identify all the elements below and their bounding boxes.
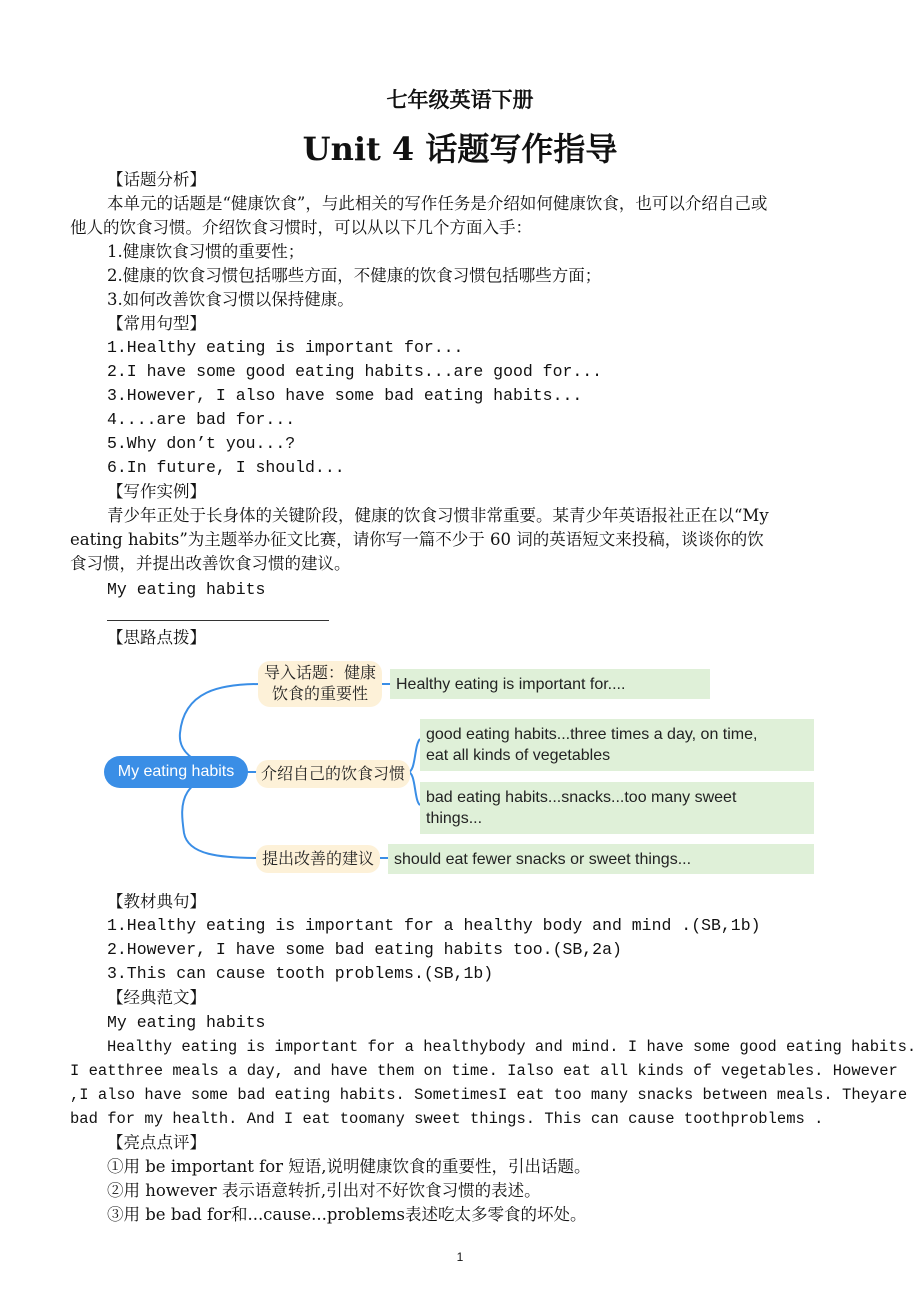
mind-map-leaf-importance: Healthy eating is important for....	[390, 669, 710, 699]
page-title: Unit 4 话题写作指导	[302, 130, 618, 168]
section-heading-textbook: 【教材典句】	[107, 892, 206, 911]
mind-map-leaf-advice: should eat fewer snacks or sweet things...	[388, 844, 814, 874]
section-heading-patterns: 【常用句型】	[107, 314, 206, 333]
model-essay-line1: Healthy eating is important for a healthybody and mind. I have some good eating habits.	[107, 1038, 917, 1056]
mind-map	[100, 655, 820, 880]
pattern-item: 4....are bad for...	[107, 410, 296, 429]
section-heading-model: 【经典范文】	[107, 988, 206, 1007]
mind-map-leaf-bad-habits	[420, 782, 814, 834]
pattern-item: 5.Why don’t you...?	[107, 434, 296, 453]
writing-underline	[107, 620, 329, 621]
model-essay-line3: ,I also have some bad eating habits. SometimesI eat too many snacks between meals. Theyare	[70, 1086, 908, 1104]
section-heading-analysis: 【话题分析】	[107, 170, 206, 189]
textbook-sentence: 2.However, I have some bad eating habits too.(SB,2a)	[107, 940, 622, 959]
textbook-sentence: 1.Healthy eating is important for a healthy body and mind .(SB,1b)	[107, 916, 761, 935]
comment-item: ②用 however 表示语意转折,引出对不好饮食习惯的表述。	[107, 1181, 541, 1200]
model-essay-line2: I eatthree meals a day, and have them on time. Ialso eat all kinds of vegetables. However	[70, 1062, 898, 1080]
good-habits-line1: good eating habits...three times a day, on time,	[426, 726, 758, 743]
pattern-item: 1.Healthy eating is important for...	[107, 338, 464, 357]
analysis-item: 2.健康的饮食习惯包括哪些方面，不健康的饮食习惯包括哪些方面；	[107, 266, 602, 285]
section-heading-example: 【写作实例】	[107, 482, 206, 501]
branch-intro-line1: 导入话题：健康	[263, 665, 376, 682]
model-essay-title: My eating habits	[107, 1013, 266, 1032]
model-essay-line4: bad for my health. And I eat toomany sweet things. This can cause toothproblems .	[70, 1110, 824, 1128]
analysis-item: 1.健康饮食习惯的重要性；	[107, 242, 305, 261]
pattern-item: 2.I have some good eating habits...are good for...	[107, 362, 603, 381]
page-number: 1	[456, 1250, 464, 1264]
bad-habits-line2: things...	[426, 810, 483, 827]
example-essay-title: My eating habits	[107, 580, 266, 599]
bad-habits-line1: bad eating habits...snacks...too many sweet	[426, 789, 737, 806]
section-heading-mindmap: 【思路点拨】	[107, 628, 206, 647]
pattern-item: 6.In future, I should...	[107, 458, 345, 477]
analysis-item: 3.如何改善饮食习惯以保持健康。	[107, 290, 354, 309]
grade-subtitle: 七年级英语下册	[386, 87, 534, 112]
mind-map-branch-habits: 介绍自己的饮食习惯	[256, 760, 410, 788]
pattern-item: 3.However, I also have some bad eating habits...	[107, 386, 583, 405]
textbook-sentence: 3.This can cause tooth problems.(SB,1b)	[107, 964, 494, 983]
example-task-line1: 青少年正处于长身体的关键阶段，健康的饮食习惯非常重要。某青少年英语报社正在以“My	[107, 506, 769, 525]
analysis-paragraph-line2: 他人的饮食习惯。介绍饮食习惯时，可以从以下几个方面入手：	[70, 218, 532, 237]
mind-map-leaf-good-habits	[420, 719, 814, 771]
good-habits-line2: eat all kinds of vegetables	[426, 747, 611, 764]
mind-map-branch-intro	[258, 661, 382, 707]
branch-intro-line2: 饮食的重要性	[271, 686, 368, 703]
comment-item: ③用 be bad for和...cause...problems表述吃太多零食的坏处。	[107, 1205, 587, 1224]
analysis-paragraph-line1: 本单元的话题是“健康饮食”，与此相关的写作任务是介绍如何健康饮食，也可以介绍自己或	[107, 194, 768, 213]
example-task-line2: eating habits”为主题举办征文比赛，请你写一篇不少于 60 词的英语短文来投稿，谈谈你的饮	[70, 530, 764, 549]
mind-map-branch-advice: 提出改善的建议	[256, 845, 380, 873]
section-heading-comments: 【亮点点评】	[107, 1133, 206, 1152]
example-task-line3: 食习惯，并提出改善饮食习惯的建议。	[70, 554, 351, 573]
mind-map-root: My eating habits	[104, 756, 248, 788]
comment-item: ①用 be important for 短语,说明健康饮食的重要性，引出话题。	[107, 1157, 591, 1176]
